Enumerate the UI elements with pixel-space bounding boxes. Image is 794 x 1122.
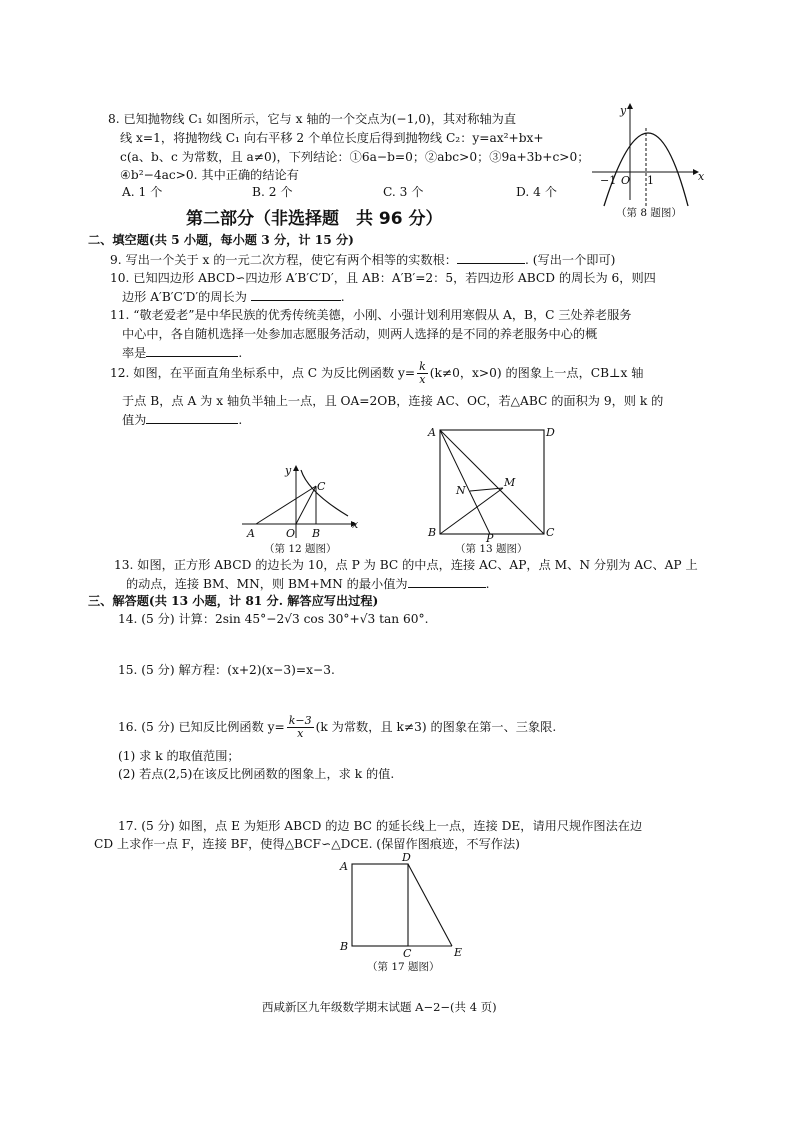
figure-q17	[336, 850, 472, 958]
part2-title: 第二部分（非选择题 共 96 分）	[186, 209, 443, 229]
q10-answer-blank	[251, 288, 341, 301]
q12-answer-blank	[146, 411, 238, 424]
q12-label-c: C	[317, 480, 326, 493]
q16-part1: (1) 求 k 的取值范围；	[118, 749, 240, 763]
q15-text: 15. (5 分) 解方程：(x+2)(x−3)=x−3.	[118, 663, 335, 677]
q9-text	[110, 251, 615, 268]
q8-label-x: x	[698, 170, 705, 183]
q11-line2: 中心中，各自随机选择一处参加志愿服务活动，则两人选择的是不同的养老服务中心的概	[122, 327, 598, 341]
q11-answer-blank	[146, 344, 238, 357]
q8-line4: ④b²−4ac>0. 其中正确的结论有	[120, 168, 299, 182]
q16-text-b: (k 为常数，且 k≠3) 的图象在第一、三象限.	[315, 720, 557, 734]
q17-label-e: E	[454, 946, 463, 959]
q16-fraction	[287, 715, 314, 740]
q13-label-b: B	[428, 526, 437, 539]
q17-line2: CD 上求作一点 F，连接 BF，使得△BCF∽△DCE. (保留作图痕迹，不写作法)	[94, 837, 520, 851]
q12-hyperbola	[301, 470, 348, 516]
q8-line2: 线 x=1，将抛物线 C₁ 向右平移 2 个单位长度后得到抛物线 C₂：y=ax²+bx+	[120, 131, 544, 145]
q13-line2-text: 的动点，连接 BM、MN，则 BM+MN 的最小值为	[126, 577, 408, 591]
q8-caption: （第 8 题图）	[616, 207, 682, 219]
q12-caption: （第 12 题图）	[264, 543, 337, 555]
q17-label-a: A	[340, 860, 348, 873]
q12-label-b: B	[312, 527, 321, 540]
q12-segment-ac	[256, 486, 316, 524]
q9-text-a: 9. 写出一个关于 x 的一元二次方程，使它有两个相等的实数根：	[110, 253, 457, 267]
q12-line2: 于点 B，点 A 为 x 轴负半轴上一点，且 OA=2OB，连接 AC、OC，若△ABC 的面积为 9，则 k 的	[122, 394, 664, 408]
q10-line1: 10. 已知四边形 ABCD∽四边形 A′B′C′D′，且 AB：A′B′=2：5，若四边形 ABCD 的周长为 6，则四	[110, 271, 656, 285]
q12-frac-num: k	[419, 360, 426, 373]
q12-line1b: (k≠0，x>0) 的图象上一点，CB⊥x 轴	[429, 366, 644, 380]
q12-label-x: x	[352, 518, 359, 531]
q12-label-y: y	[285, 464, 292, 477]
q9-answer-blank	[457, 251, 525, 264]
q10-line2: 边形 A′B′C′D′的周长为 .	[122, 290, 345, 304]
q17-rectangle	[352, 864, 408, 946]
q16-text-a: 16. (5 分) 已知反比例函数 y=	[118, 720, 285, 734]
q8-line1: 8. 已知抛物线 C₁ 如图所示，它与 x 轴的一个交点为(−1,0)，其对称轴为直	[108, 112, 517, 126]
q16-frac-num: k−3	[288, 714, 312, 727]
q8-label-1: 1	[647, 174, 654, 187]
q17-label-d: D	[402, 851, 411, 864]
q8-option-b: B. 2 个	[252, 185, 293, 199]
q17-line1: 17. (5 分) 如图，点 E 为矩形 ABCD 的边 BC 的延长线上一点，连接 DE，请用尺规作图法在边	[118, 819, 643, 833]
q13-label-p: P	[486, 532, 494, 545]
q17-label-b: B	[340, 940, 349, 953]
page-footer: 西咸新区九年级数学期末试题 A−2−(共 4 页)	[262, 1000, 497, 1014]
section3-heading: 三、解答题(共 13 小题，计 81 分. 解答应写出过程)	[88, 594, 379, 608]
q14-text: 14. (5 分) 计算：2sin 45°−2√3 cos 30°+√3 tan 60°.	[118, 612, 429, 626]
q10-line2-text: 边形 A′B′C′D′的周长为	[122, 290, 247, 304]
q16-frac-den: x	[297, 727, 304, 740]
q13-label-n: N	[456, 484, 466, 497]
q12-line3: 值为 .	[122, 413, 243, 427]
q13-label-a: A	[428, 426, 436, 439]
q8-option-c: C. 3 个	[383, 185, 424, 199]
q12-fraction	[417, 361, 428, 386]
q12-label-a: A	[247, 527, 255, 540]
q13-diagonal-ac	[440, 430, 544, 534]
q8-label-o: O	[621, 174, 631, 187]
q13-label-c: C	[546, 526, 555, 539]
figure-q8	[590, 100, 710, 210]
q12-frac-den: x	[419, 373, 426, 386]
q8-label-neg1: −1	[600, 174, 617, 187]
q13-segment-mn	[470, 488, 503, 491]
q8-line3: c(a、b、c 为常数，且 a≠0)，下列结论：①6a−b=0；②abc>0；③9a+3b+c>0；	[120, 150, 590, 164]
q16-line1	[118, 715, 556, 740]
q13-caption: （第 13 题图）	[455, 543, 528, 555]
q11-line3: 率是 .	[122, 346, 243, 360]
q13-answer-blank	[408, 575, 486, 588]
q9-text-b: . (写出一个即可)	[525, 253, 616, 267]
figure-q13	[424, 424, 558, 545]
q12-line3-text: 值为	[122, 413, 147, 427]
q17-label-c: C	[403, 947, 412, 960]
q17-caption: （第 17 题图）	[367, 961, 440, 973]
figure-q12	[238, 464, 362, 544]
q13-label-m: M	[504, 476, 516, 489]
q16-part2: (2) 若点(2,5)在该反比例函数的图象上，求 k 的值.	[118, 767, 395, 781]
q8-label-y: y	[620, 104, 627, 117]
q12-segment-oc	[296, 486, 316, 524]
q11-line1: 11. “敬老爱老”是中华民族的优秀传统美德，小刚、小强计划利用寒假从 A，B，C 三处养老服务	[110, 308, 632, 322]
q13-line1: 13. 如图，正方形 ABCD 的边长为 10，点 P 为 BC 的中点，连接 AC、AP，点 M、N 分别为 AC、AP 上	[114, 558, 698, 572]
q13-segment-ap	[440, 430, 490, 534]
q13-label-d: D	[546, 426, 555, 439]
section2-heading: 二、填空题(共 5 小题，每小题 3 分，计 15 分)	[88, 233, 354, 247]
q8-option-d: D. 4 个	[516, 185, 557, 199]
q8-option-a: A. 1 个	[122, 185, 163, 199]
q12-line1	[110, 361, 644, 386]
q12-line1a: 12. 如图，在平面直角坐标系中，点 C 为反比例函数 y=	[110, 366, 416, 380]
q12-label-o: O	[286, 527, 296, 540]
q11-line3-text: 率是	[122, 346, 147, 360]
q17-segment-de	[408, 864, 452, 946]
q13-line2: 的动点，连接 BM、MN，则 BM+MN 的最小值为 .	[126, 577, 490, 591]
